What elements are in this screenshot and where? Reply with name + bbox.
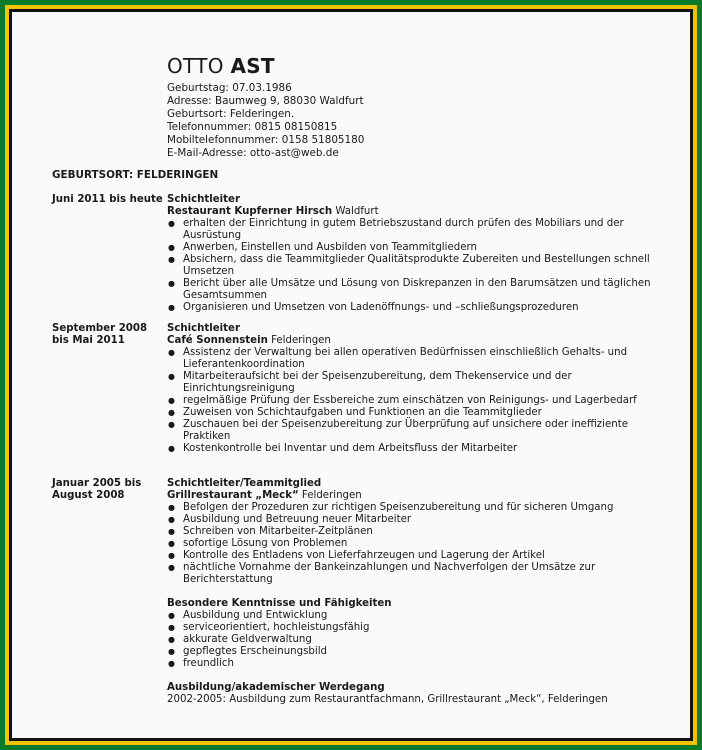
list-item: ● sofortige Lösung von Problemen [167, 538, 672, 550]
job-details [167, 194, 672, 314]
job-company [167, 490, 672, 502]
job-bullets [167, 502, 672, 586]
contact-mobile: Mobiltelefonnummer: 0158 51805180 [167, 134, 365, 147]
company-location: Waldfurt [332, 206, 379, 217]
list-item: ● Zuschauen bei der Speisenzubereitung zur Überprüfung auf unsichere oder ineffiziente Praktiken [167, 419, 672, 443]
list-item: ● Ausbildung und Entwicklung [167, 610, 672, 622]
job-company [167, 206, 672, 218]
list-item: ● Befolgen der Prozeduren zur richtigen Speisenzubereitung und für sicheren Umgang [167, 502, 672, 514]
list-item: ● Bericht über alle Umsätze und Lösung von Diskrepanzen in den Barumsätzen und täglichen Gesamtsummen [167, 278, 672, 302]
education-title: Ausbildung/akademischer Werdegang [167, 682, 385, 693]
company-name: Restaurant Kupferner Hirsch [167, 206, 333, 217]
contact-address: Adresse: Baumweg 9, 88030 Waldfurt [167, 95, 364, 108]
contact-email: E-Mail-Adresse: otto-ast@web.de [167, 147, 339, 160]
contact-birthday: Geburtstag: 07.03.1986 [167, 82, 292, 94]
first-name: OTTO [167, 54, 224, 78]
company-location: Felderingen [298, 490, 362, 501]
list-item: ● nächtliche Vornahme der Bankeinzahlungen und Nachverfolgen der Umsätze zur Berichterstattung [167, 562, 672, 586]
job-date: September 2008 bis Mai 2011 [52, 323, 148, 346]
company-name: Grillrestaurant „Meck“ [167, 490, 299, 501]
skills-title: Besondere Kenntnisse und Fähigkeiten [167, 598, 392, 609]
job-title: Schichtleiter [167, 323, 240, 334]
list-item: ● Kontrolle des Entladens von Lieferfahrzeugen und Lagerung der Artikel [167, 550, 672, 562]
job-details [167, 478, 672, 706]
skills-list [167, 610, 672, 670]
job-date: Januar 2005 bis August 2008 [52, 478, 142, 501]
list-item: ● Schreiben von Mitarbeiter-Zeitplänen [167, 526, 672, 538]
list-item: ● freundlich [167, 658, 672, 670]
job-title: Schichtleiter [167, 194, 240, 205]
list-item: ● gepflegtes Erscheinungsbild [167, 646, 672, 658]
list-item: ● Kostenkontrolle bei Inventar und dem Arbeitsfluss der Mitarbeiter [167, 443, 672, 455]
list-item: ● Organisieren und Umsetzen von Ladenöffnungs- und –schließungsprozeduren [167, 302, 672, 314]
job-title: Schichtleiter/Teammitglied [167, 478, 322, 489]
list-item: ● Anwerben, Einstellen und Ausbilden von Teammitgliedern [167, 242, 672, 254]
contact-phone: Telefonnummer: 0815 08150815 [167, 121, 338, 134]
job-bullets [167, 218, 672, 314]
job-date: Juni 2011 bis heute [52, 194, 163, 205]
list-item: ● regelmäßige Prüfung der Essbereiche zum einschätzen von Reinigungs- und Lagerbedarf [167, 395, 672, 407]
job-details [167, 323, 672, 455]
company-location: Felderingen [267, 335, 331, 346]
list-item: ● erhalten der Einrichtung in gutem Betriebszustand durch prüfen des Mobiliars und der Ausrüstung [167, 218, 672, 242]
company-name: Café Sonnenstein [167, 335, 268, 346]
section-title: GEBURTSORT: FELDERINGEN [52, 169, 219, 181]
list-item: ● Assistenz der Verwaltung bei allen operativen Bedürfnissen einschließlich Gehalts- und Lieferantenkoordination [167, 347, 672, 371]
list-item: ● akkurate Geldverwaltung [167, 634, 672, 646]
job-bullets [167, 347, 672, 455]
resume-page [12, 12, 690, 738]
list-item: ● Absichern, dass die Teammitglieder Qualitätsprodukte Zubereiten und Bestellungen schnell Umsetzen [167, 254, 672, 278]
contact-birthplace: Geburtsort: Felderingen. [167, 108, 295, 121]
last-name: AST [230, 54, 275, 78]
contact-block [167, 82, 364, 161]
education-entry: 2002-2005: Ausbildung zum Restaurantfachmann, Grillrestaurant „Meck“, Felderingen [167, 694, 608, 705]
list-item: ● Zuweisen von Schichtaufgaben und Funktionen an die Teammitglieder [167, 407, 672, 419]
list-item: ● Mitarbeiteraufsicht bei der Speisenzubereitung, dem Thekenservice und der Einrichtungsreinigung [167, 371, 672, 395]
candidate-name [167, 54, 275, 78]
list-item: ● Ausbildung und Betreuung neuer Mitarbeiter [167, 514, 672, 526]
job-company [167, 335, 672, 347]
list-item: ● serviceorientiert, hochleistungsfähig [167, 622, 672, 634]
